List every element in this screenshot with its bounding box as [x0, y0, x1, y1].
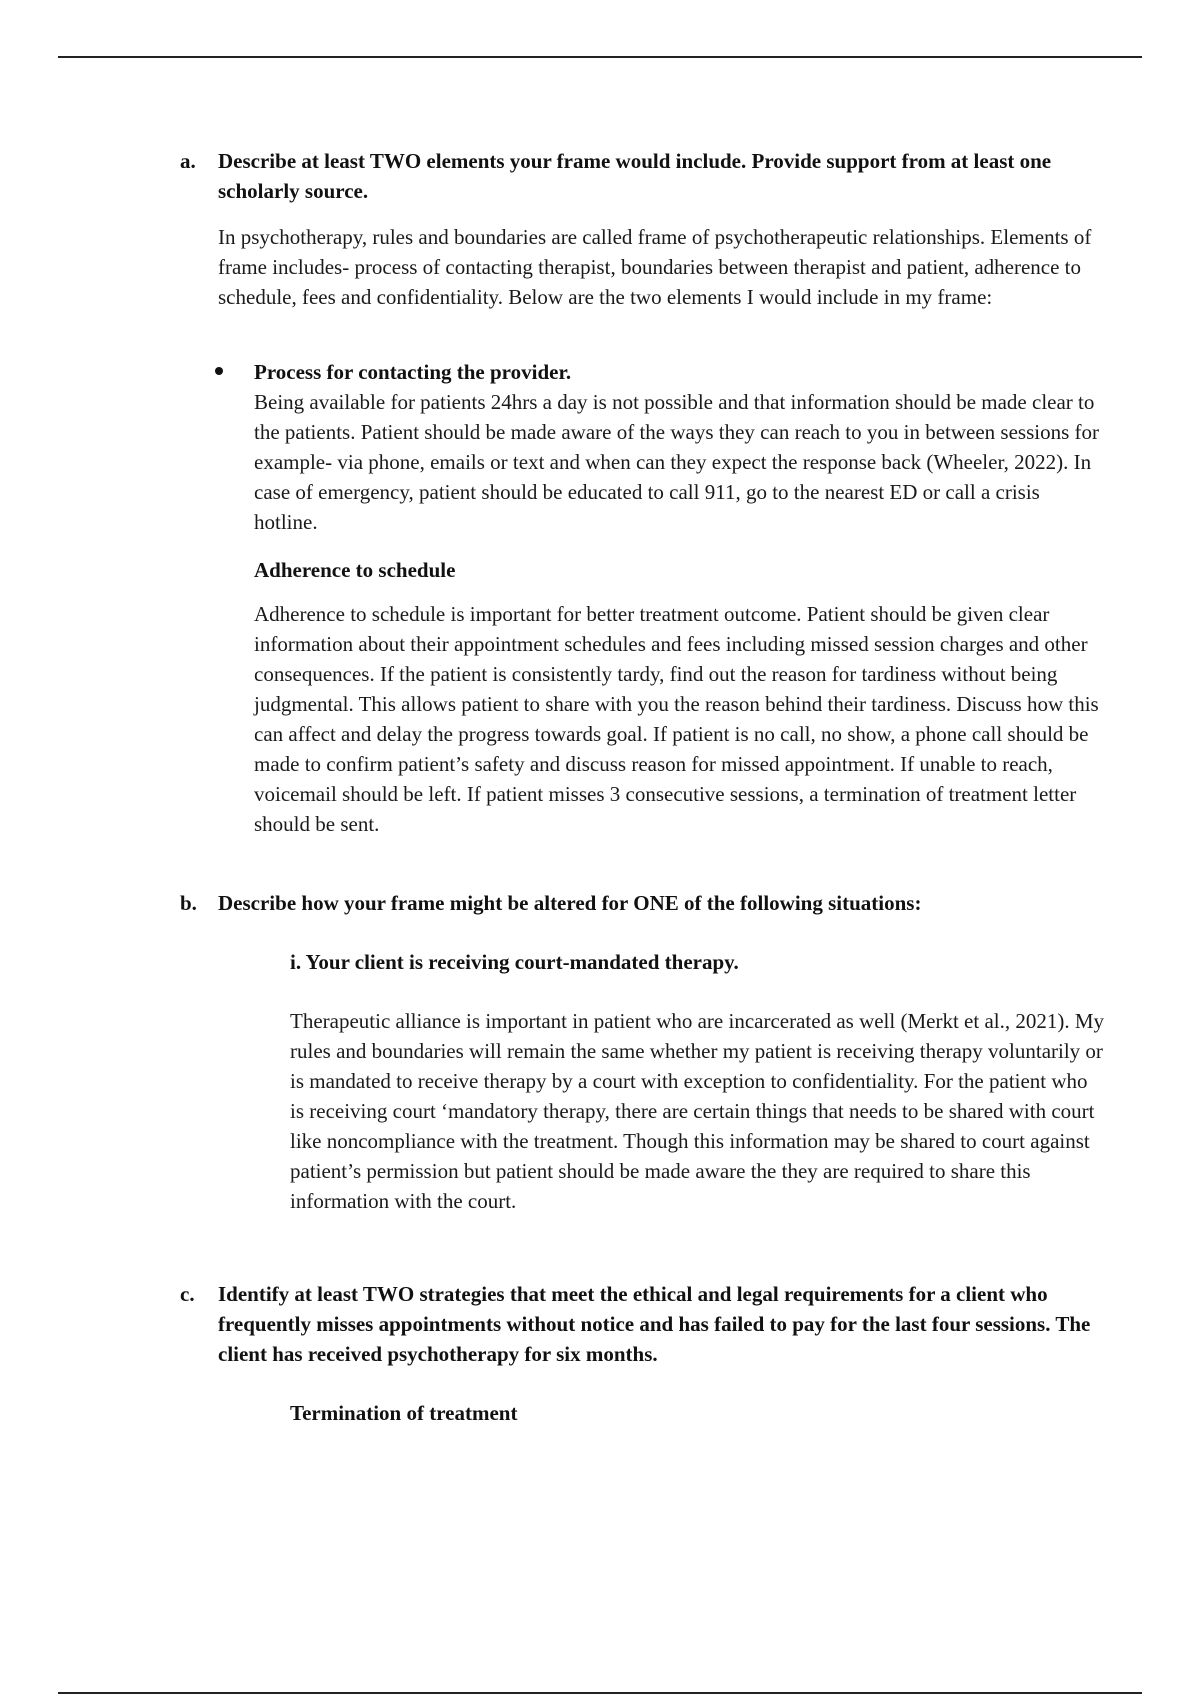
section-c-heading-text: Identify at least TWO strategies that meet the ethical and legal requirements for a client who frequently misses appointments without notice and has failed to pay for the last four sessions. The client has received psychotherapy for six months. [218, 1282, 1091, 1366]
bullet-icon [215, 367, 223, 375]
section-b-heading [180, 888, 1095, 918]
section-c-letter: c. [180, 1282, 195, 1306]
section-a-intro: In psychotherapy, rules and boundaries are called frame of psychotherapeutic relationships. Elements of frame includes- process of contacting therapist, boundaries between therapist and patient, adherence to schedule, fees and confidentiality. Below are the two elements I would include in my frame: [218, 225, 1092, 309]
bullet-title: Process for contacting the provider. [254, 360, 572, 384]
bullet-body: Being available for patients 24hrs a day is not possible and that information should be made clear to the patients. Patient should be made aware of the ways they can reach to you in between sessions for example- via phone, emails or text and when can they expect the response back (Wheeler, 2022). In case of emergency, patient should be educated to call 911, go to the nearest ED or call a crisis hotline. [254, 390, 1099, 534]
section-c-heading [180, 1279, 1095, 1369]
bottom-rule [58, 1692, 1142, 1694]
section-a-heading-text: Describe at least TWO elements your frame would include. Provide support from at least one scholarly source. [218, 149, 1052, 203]
court-mandated-body: Therapeutic alliance is important in patient who are incarcerated as well (Merkt et al., 2021). My rules and boundaries will remain the same whether my patient is receiving therapy voluntarily or is mandated to receive therapy by a court with exception to confidentiality. For the patient who is receiving court ‘mandatory therapy, there are certain things that needs to be shared with court like noncompliance with the treatment. Though this information may be shared to court against patient’s permission but patient should be made aware the they are required to share this information with the court. [290, 1009, 1105, 1213]
adherence-body: Adherence to schedule is important for better treatment outcome. Patient should be given clear information about their appointment schedules and fees including missed session charges and other consequences. If the patient is consistently tardy, find out the reason for tardiness without being judgmental. This allows patient to share with you the reason behind their tardiness. Discuss how this can affect and delay the progress towards goal. If patient is no call, no show, a phone call should be made to confirm patient’s safety and discuss reason for missed appointment. If unable to reach, voicemail should be left. If patient misses 3 consecutive sessions, a termination of treatment letter should be sent. [254, 602, 1099, 836]
top-rule [58, 56, 1142, 58]
section-a-letter: a. [180, 149, 196, 173]
section-b-heading-text: Describe how your frame might be altered for ONE of the following situations: [218, 891, 922, 915]
section-b-letter: b. [180, 891, 197, 915]
subheading-termination: Termination of treatment [290, 1401, 518, 1425]
subheading-adherence: Adherence to schedule [254, 558, 456, 582]
subheading-court-mandated: i. Your client is receiving court-mandated therapy. [290, 950, 739, 974]
section-a-heading [180, 146, 1095, 206]
